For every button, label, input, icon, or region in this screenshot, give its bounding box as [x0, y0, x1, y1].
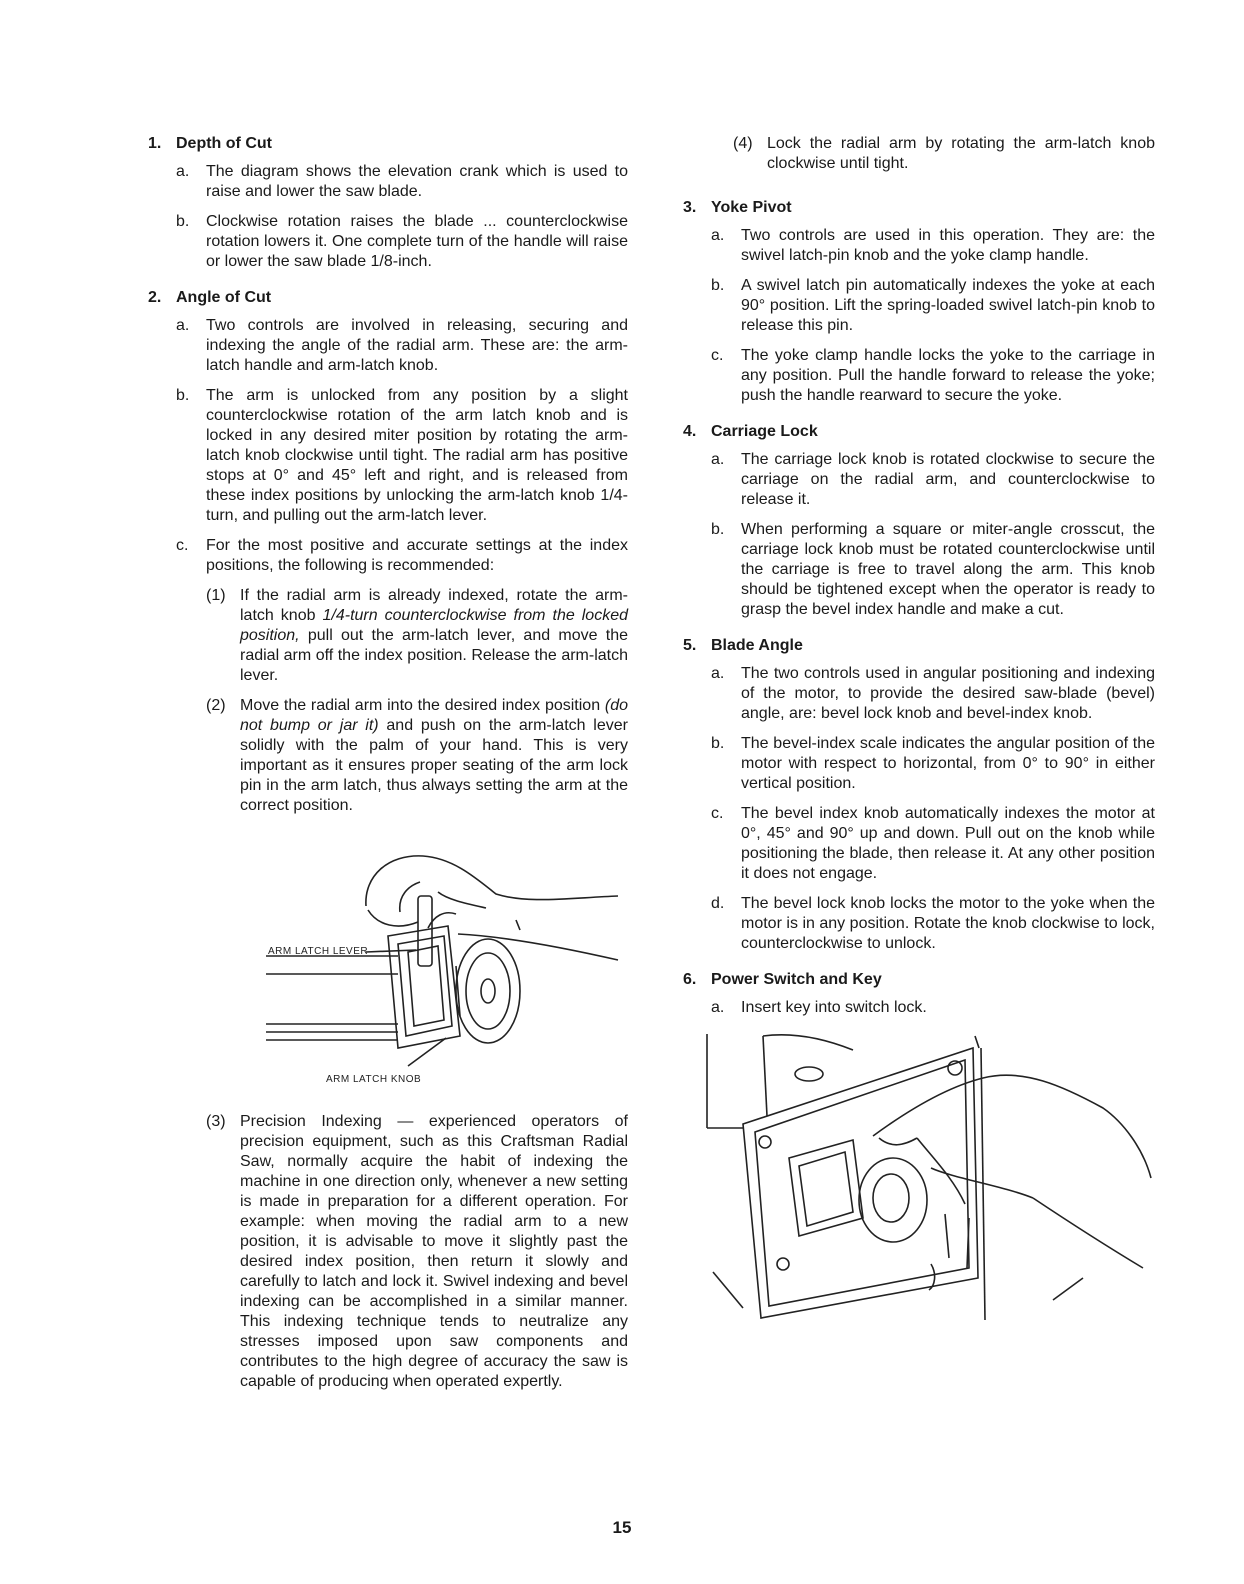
- section-title: Yoke Pivot: [711, 199, 792, 216]
- power-switch-illustration: [703, 1028, 1153, 1328]
- item-text: Two controls are involved in releasing, securing and indexing the angle of the radial arm. These are: the arm-latch handle and arm-latch knob.: [206, 317, 628, 374]
- item-label: a.: [176, 163, 190, 180]
- item-label: c.: [176, 537, 189, 554]
- section-title: Power Switch and Key: [711, 971, 882, 988]
- item-text: The diagram shows the elevation crank which is used to raise and lower the saw blade.: [206, 163, 628, 200]
- item-label: b.: [176, 387, 190, 404]
- list-item: [711, 346, 1155, 406]
- section-heading: [683, 422, 1155, 442]
- sub-item-label: (4): [733, 135, 753, 152]
- section-number: 3.: [683, 199, 697, 216]
- section-depth-of-cut: [148, 134, 628, 272]
- section-title: Depth of Cut: [176, 135, 272, 152]
- section-heading: [148, 134, 628, 154]
- item-text: The bevel lock knob locks the motor to the yoke when the motor is in any position. Rotate the knob clockwise to lock, counterclockwise to unlock.: [741, 895, 1155, 952]
- section-heading: [148, 288, 628, 308]
- item-label: b.: [176, 213, 190, 230]
- list-item: [711, 894, 1155, 954]
- item-text: Two controls are used in this operation. They are: the swivel latch-pin knob and the yoke clamp handle.: [741, 227, 1155, 264]
- section-number: 6.: [683, 971, 697, 988]
- list-item: [711, 450, 1155, 510]
- list-item: [176, 316, 628, 376]
- page-number: 15: [612, 1518, 632, 1537]
- sub-item-text: Precision Indexing — experienced operators of precision equipment, such as this Craftsman Radial Saw, normally acquire the habit of indexing the machine in one direction only, whenever a new setting is made in preparation for a different operation. For example: when moving the radial arm to a new position, it is advisable to move it slightly past the desired index position, then return it slowly and carefully to latch and lock it. Swivel indexing and bevel indexing can be accomplished in a similar manner. This indexing technique tends to neutralize any stresses imposed upon saw components and contributes to the high degree of accuracy the saw is capable of producing when operated expertly.: [240, 1113, 628, 1390]
- sub-item-label: (2): [206, 697, 226, 714]
- text-run: If the radial arm is already indexed, rotate the arm-latch knob: [240, 587, 628, 624]
- section-power-switch: [683, 970, 1155, 1328]
- item-label: b.: [711, 277, 725, 294]
- section-number: 5.: [683, 637, 697, 654]
- item-text: The bevel index knob automatically indexes the motor at 0°, 45° and 90° up and down. Pull out on the knob while positioning the blade, then release it. At any other position it does not engage.: [741, 805, 1155, 882]
- item-label: a.: [176, 317, 190, 334]
- text-run: pull out the arm-latch lever, and move the radial arm off the index position. Release the arm-latch lever.: [240, 627, 628, 684]
- item-text: When performing a square or miter-angle crosscut, the carriage lock knob must be rotated counterclockwise until the carriage is free to travel along the arm. This knob should be tightened except when the operator is ready to grasp the bevel index handle and make a cut.: [741, 521, 1155, 618]
- section-heading: [683, 970, 1155, 990]
- section-number: 2.: [148, 289, 162, 306]
- item-text: The two controls used in angular positioning and indexing of the motor, to provide the desired saw-blade (bevel) angle, are: bevel lock knob and bevel-index knob.: [741, 665, 1155, 722]
- sub-item: [733, 134, 1155, 174]
- list-item: [176, 386, 628, 526]
- sub-item-label: (1): [206, 587, 226, 604]
- section-title: Blade Angle: [711, 637, 803, 654]
- item-text: A swivel latch pin automatically indexes the yoke at each 90° position. Lift the spring-loaded swivel latch-pin knob to release this pin.: [741, 277, 1155, 334]
- item-label: b.: [711, 521, 725, 538]
- item-text: The arm is unlocked from any position by a slight counterclockwise rotation of the arm latch knob and is locked in any desired miter position by rotating the arm-latch knob clockwise until tight. The radial arm has positive stops at 0° and 45° left and right, and is released from these index positions by unlocking the arm-latch knob 1/4-turn, and pulling out the arm-latch lever.: [206, 387, 628, 524]
- list-item: [711, 804, 1155, 884]
- item-label: a.: [711, 451, 725, 468]
- section-number: 4.: [683, 423, 697, 440]
- emphasis-text: 1/4-turn counterclockwise from the locked position,: [240, 607, 628, 644]
- item-text: The yoke clamp handle locks the yoke to the carriage in any position. Pull the handle forward to release the yoke; push the handle rearward to secure the yoke.: [741, 347, 1155, 404]
- right-column: [683, 134, 1155, 1344]
- list-item: [711, 998, 1155, 1018]
- text-run: and push on the arm-latch lever solidly with the palm of your hand. This is very important as it ensures proper seating of the arm lock pin in the arm latch, thus always setting the arm at the correct position.: [240, 717, 628, 814]
- item-label: a.: [711, 665, 725, 682]
- section-blade-angle: [683, 636, 1155, 954]
- item-text: For the most positive and accurate settings at the index positions, the following is recommended:: [206, 537, 628, 574]
- sub-item-label: (3): [206, 1113, 226, 1130]
- item-text: Clockwise rotation raises the blade ... counterclockwise rotation lowers it. One complete turn of the handle will raise or lower the saw blade 1/8-inch.: [206, 213, 628, 270]
- item-text: The carriage lock knob is rotated clockwise to secure the carriage on the radial arm, and counterclockwise to release it.: [741, 451, 1155, 508]
- section-angle-of-cut: [148, 288, 628, 1392]
- item-label: d.: [711, 895, 725, 912]
- sub-item-text: [240, 586, 628, 686]
- sub-item-text: Lock the radial arm by rotating the arm-latch knob clockwise until tight.: [767, 135, 1155, 172]
- section-title: Angle of Cut: [176, 289, 272, 306]
- list-item: [176, 162, 628, 202]
- section-title: Carriage Lock: [711, 423, 818, 440]
- arm-latch-figure: [248, 826, 628, 1096]
- item-label: a.: [711, 227, 725, 244]
- arm-latch-lever-label: ARM LATCH LEVER: [268, 946, 369, 957]
- section-angle-of-cut-continued: [683, 134, 1155, 174]
- item-label: c.: [711, 805, 724, 822]
- list-item: [711, 520, 1155, 620]
- list-item: [711, 226, 1155, 266]
- section-heading: [683, 636, 1155, 656]
- item-text: The bevel-index scale indicates the angular position of the motor with respect to horizontal, from 0° to 90° in either vertical position.: [741, 735, 1155, 792]
- arm-latch-knob-label: ARM LATCH KNOB: [326, 1074, 422, 1085]
- text-run: Move the radial arm into the desired index position: [240, 697, 605, 714]
- section-number: 1.: [148, 135, 162, 152]
- item-text: Insert key into switch lock.: [741, 999, 927, 1016]
- list-item: [711, 734, 1155, 794]
- list-item: [176, 212, 628, 272]
- section-carriage-lock: [683, 422, 1155, 620]
- left-column: [148, 134, 628, 1408]
- sub-item-text: [240, 696, 628, 816]
- sub-item: [206, 586, 628, 686]
- list-item: [711, 664, 1155, 724]
- section-heading: [683, 198, 1155, 218]
- sub-item: [206, 696, 628, 816]
- item-label: a.: [711, 999, 725, 1016]
- item-label: c.: [711, 347, 724, 364]
- item-label: b.: [711, 735, 725, 752]
- emphasis-text: (do not bump or jar it): [240, 697, 628, 734]
- power-switch-figure: [703, 1028, 1153, 1328]
- list-item: [176, 536, 628, 576]
- section-yoke-pivot: [683, 198, 1155, 406]
- list-item: [711, 276, 1155, 336]
- sub-item: [206, 1112, 628, 1392]
